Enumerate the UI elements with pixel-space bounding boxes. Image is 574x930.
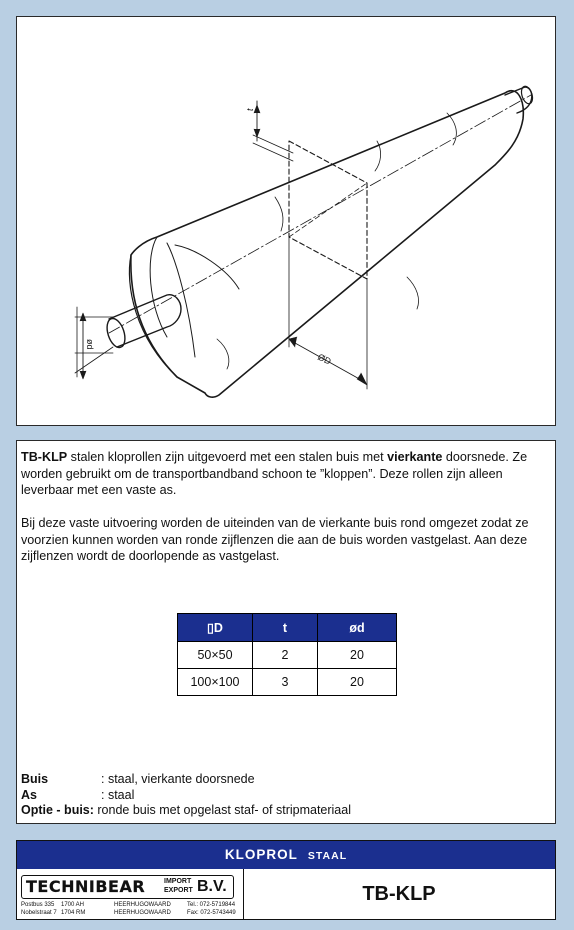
property-key: Buis: [21, 772, 49, 786]
company-logo: [21, 875, 234, 899]
property-row: [21, 788, 351, 804]
footer-title: KLOPROL: [224, 847, 298, 862]
table-row: [178, 642, 397, 669]
property-value: ronde buis met opgelast staf- of stripmateriaal: [93, 803, 351, 817]
footer: [16, 840, 556, 920]
table-header-row: [178, 614, 397, 642]
table-cell: 100×100: [178, 669, 253, 696]
property-value: : staal, vierkante doorsnede: [101, 772, 255, 786]
roller-drawing: [17, 17, 557, 427]
drawing-panel: [16, 16, 556, 426]
address-postcode: 1700 AH 1704 RM: [61, 902, 86, 916]
footer-subtitle: STAAL: [307, 850, 348, 862]
col-D-header: ▯D: [178, 614, 253, 642]
property-value: : staal: [101, 787, 135, 802]
col-t-header: t: [253, 614, 318, 642]
product-code-inline: TB-KLP: [21, 450, 68, 464]
address-phone-fax: Tel.: 072-5719844 Fax: 072-5743449: [187, 902, 236, 916]
logo-bv: B.V.: [197, 878, 227, 895]
D-label: ØD: [316, 351, 333, 367]
logo-import-export: IMPORT EXPORT: [164, 878, 193, 894]
address-street: Postbus 335 Nobelstraat 7: [21, 902, 57, 916]
table-cell: 20: [318, 669, 397, 696]
centre-axis: [109, 95, 531, 333]
property-row: [21, 803, 351, 819]
table-row: [178, 669, 397, 696]
material-properties: [21, 772, 351, 819]
flange-ridge: [175, 245, 239, 289]
col-d-header: ød: [318, 614, 397, 642]
property-key: As: [21, 787, 37, 802]
left-shaft: [109, 295, 181, 347]
description-panel: [16, 440, 556, 824]
footer-title-bar: [17, 841, 555, 869]
end-face-arc-2: [150, 237, 167, 337]
end-face-arc-1: [129, 255, 177, 377]
property-row: [21, 772, 351, 788]
t-label: t: [245, 108, 255, 111]
table-cell: 20: [318, 642, 397, 669]
table-cell: 2: [253, 642, 318, 669]
construction-paragraph: Bij deze vaste uitvoering worden de uiteinden van de vierkante buis rond omgezet zodat ze voorzien kunnen worden van ronde zijflenzen die aan de buis worden vastgelast. Aan deze zijflenzen wordt de doorlopende as vastgelast.: [21, 516, 529, 563]
logo-name: TECHNIBEAR: [26, 877, 146, 896]
end-face-arc-3: [167, 243, 195, 357]
table-cell: 50×50: [178, 642, 253, 669]
dimension-table: [177, 613, 397, 696]
product-code: TB-KLP: [362, 883, 436, 905]
cross-section: [289, 141, 367, 279]
roller-body: [131, 91, 523, 397]
intro-paragraph: TB-KLP stalen kloprollen zijn uitgevoerd met een stalen buis met vierkante doorsnede. Ze worden gebruikt om de transportbandband schoon te ”kloppen”. Deze rollen zijn alleen leverbaar met een vaste as.: [21, 450, 528, 497]
table-cell: 3: [253, 669, 318, 696]
company-box: [17, 869, 244, 919]
property-key: Optie - buis:: [21, 803, 94, 817]
address-city: HEERHUGOWAARD HEERHUGOWAARD: [114, 902, 171, 916]
d-label: ød: [85, 339, 95, 350]
